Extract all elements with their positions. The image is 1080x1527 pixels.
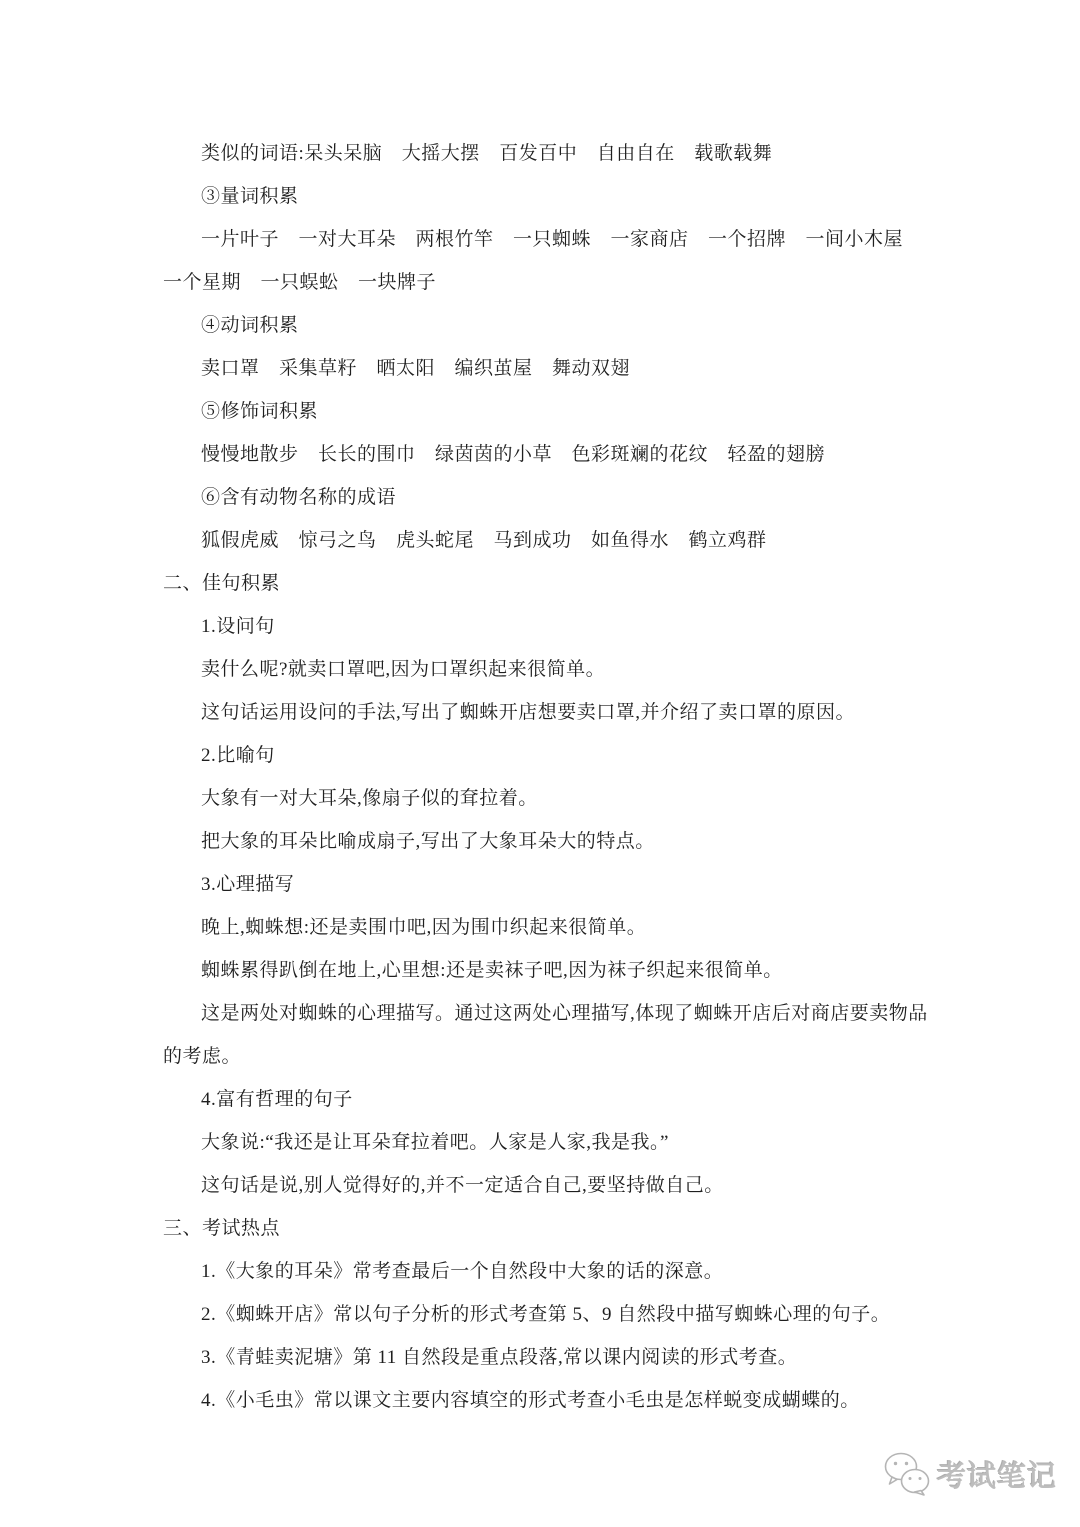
text-line: 这是两处对蜘蛛的心理描写。通过这两处心理描写,体现了蜘蛛开店后对商店要卖物品 (201, 1003, 928, 1024)
text-line: 2.《蜘蛛开店》常以句子分析的形式考查第 5、9 自然段中描写蜘蛛心理的句子。 (201, 1304, 891, 1325)
text-line: 狐假虎威 惊弓之鸟 虎头蛇尾 马到成功 如鱼得水 鹤立鸡群 (201, 530, 767, 551)
text-line: 慢慢地散步 长长的围巾 绿茵茵的小草 色彩斑斓的花纹 轻盈的翅膀 (201, 444, 826, 465)
text-line: 4.富有哲理的句子 (201, 1089, 353, 1110)
text-line: 大象说:“我还是让耳朵耷拉着吧。人家是人家,我是我。” (201, 1132, 669, 1153)
watermark (884, 1452, 1057, 1496)
text-line: ④动词积累 (201, 315, 299, 336)
watermark-label: 考试笔记 (937, 1460, 1058, 1493)
text-line: 的考虑。 (163, 1046, 242, 1067)
text-line: 卖口罩 采集草籽 晒太阳 编织茧屋 舞动双翅 (201, 358, 631, 379)
text-line: 类似的词语:呆头呆脑 大摇大摆 百发百中 自由自在 载歌载舞 (201, 143, 773, 164)
text-line: 这句话运用设问的手法,写出了蜘蛛开店想要卖口罩,并介绍了卖口罩的原因。 (201, 702, 856, 723)
text-line: ⑤修饰词积累 (201, 401, 319, 422)
text-line: 一个星期 一只蜈蚣 一块牌子 (163, 272, 437, 293)
text-line: 1.设问句 (201, 616, 275, 637)
text-line: ⑥含有动物名称的成语 (201, 487, 397, 508)
text-line: 卖什么呢?就卖口罩吧,因为口罩织起来很简单。 (201, 659, 606, 680)
text-line: 2.比喻句 (201, 745, 275, 766)
text-line: 一片叶子 一对大耳朵 两根竹竿 一只蜘蛛 一家商店 一个招牌 一间小木屋 (201, 229, 904, 250)
text-line: 三、考试热点 (163, 1218, 281, 1239)
document-body (163, 132, 933, 1422)
text-line: 这句话是说,别人觉得好的,并不一定适合自己,要坚持做自己。 (201, 1175, 724, 1196)
text-line: 把大象的耳朵比喻成扇子,写出了大象耳朵大的特点。 (201, 831, 655, 852)
text-line: 大象有一对大耳朵,像扇子似的耷拉着。 (201, 788, 538, 809)
text-line: 3.《青蛙卖泥塘》第 11 自然段是重点段落,常以课内阅读的形式考查。 (201, 1347, 798, 1368)
wechat-icon (884, 1452, 930, 1496)
text-line: 晚上,蜘蛛想:还是卖围巾吧,因为围巾织起来很简单。 (201, 917, 647, 938)
text-line: 蜘蛛累得趴倒在地上,心里想:还是卖袜子吧,因为袜子织起来很简单。 (201, 960, 783, 981)
text-line: ③量词积累 (201, 186, 299, 207)
text-line: 二、佳句积累 (163, 573, 281, 594)
text-line: 3.心理描写 (201, 874, 295, 895)
text-line: 4.《小毛虫》常以课文主要内容填空的形式考查小毛虫是怎样蜕变成蝴蝶的。 (201, 1390, 860, 1411)
text-line: 1.《大象的耳朵》常考查最后一个自然段中大象的话的深意。 (201, 1261, 724, 1282)
